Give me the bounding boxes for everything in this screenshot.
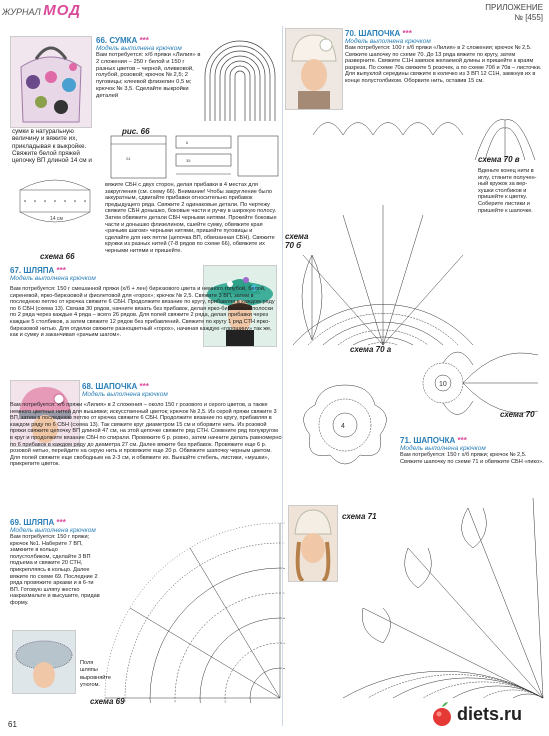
pattern-draft-66 (106, 132, 281, 182)
svg-text:35: 35 (186, 158, 191, 163)
section-67-body: Вам потребуется: 150 г смешанной пряжи (х/б + лен) бирюзового цвета и немного голубой, белой, сиреневой, ярко-бирюзовой и фиолетовой для «горох»; крючок № 2,5. Свяжите 3 ВП, затем в последнюю петлю от крючка свяжите 6 СБН. Продолжите вязание по кругу, прибавляя в каждом ряду по 6 СБН (схема 13). Связав 30 рядов, начните вязать без прибавок, делая ярко-бирюзовые полоски по 2 ряда через каждые 4 ряда – всего 26 рядов. Для полей свяжите 2 ряда, делая прибавки через каждые 5 столбиков, а затем свяжите 12 рядов без прибавлений. Свяжите по кругу 1 ряд СТН ярко-бирюзовой нитью. Для отделки свяжите разноцветный «горох», начиная каждую «горошину» так же, как и сумку и заканчивая «рачьим шагом». (10, 286, 275, 339)
schema-70-label: схема 70 (500, 410, 535, 419)
crochet-schema-66 (10, 160, 100, 245)
section-69-block (10, 518, 100, 607)
issue-info (485, 3, 543, 23)
section-69-body: Вам потребуется: 150 г пряжи; крючок №1. Наберите 7 ВП, замкните в кольцо полустолбиком, сделайте 3 ВП подъема и свяжите 20 СТН, прикрепляясь в кольцо. Далее вяжите по схеме 69. Последние 2 ряда провяжите арками и в 6-ти ВП. Готовую шляпу жестко накрахмальте и высушите, придав форму. (10, 534, 100, 606)
section-67-subtitle: Модель выполнена крючком (10, 275, 96, 282)
arch-schema-66 (200, 36, 280, 121)
magazine-logo (2, 2, 81, 19)
rose-schema-70a (285, 355, 405, 475)
section-68-body: Вам потребуется: х/б пряжи «Лилия» в 2 сложения – около 150 г розового и серого цветов, а также немного цветных нитей для вышивки; искусственный цветок; крючок № 2,5. Из серой пряжи свяжите 3 ВП, затем в последнюю петлю от крючка свяжите 6 СБН. Продолжите вязание по кругу, прибавляя в каждом ряду по 6 СБН (схема 13). Так свяжите круг диаметром 15 см и оборвите нить. Из розовой пряжи свяжите цепочку ВП длиной 47 см, на этой цепочке свяжите ряд СТН. Сомкните ряд полукругом в круг и продолжите вязание СБН по спирали. Провяжите 6 р. ровно, затем начните делать равномерно по 6 прибавок в каждом ряду до диаметра 27 см. Далее вяжите без прибавок. Провяжите еще 6 р. розовой нитью, перейдите на серую нить и провяжите еще 20 р. Обвяжите шапочку черным цветом. Для полей свяжите еще свободным на 2-3 см, и обвяжите их. Выешйте стебель, листики, «мушки», прикрепите цветок. (10, 402, 282, 468)
schema-71-label: схема 71 (342, 512, 377, 521)
section-66-block (96, 36, 201, 100)
svg-text:6: 6 (186, 140, 189, 145)
section-70-title: 70. ШАПОЧКА *** (345, 29, 412, 38)
magazine-prefix: ЖУРНАЛ (2, 7, 41, 17)
apple-logo-icon (430, 701, 454, 727)
schema-70-b-label: схема 70 б (285, 232, 309, 250)
section-70-side-text: Вденьте конец нити в иглу, стяните получен- ный кружок за вер- хушки столбиков и пришейте к цветку. Соберите листики и пришейте к шапочке. (478, 168, 537, 214)
schema-66-label: схема 66 (40, 252, 75, 261)
issue-number: № [455] (514, 13, 543, 22)
crochet-schema-71 (338, 478, 546, 703)
section-69-title: 69. ШЛЯПА *** (10, 518, 66, 527)
watermark-text: diets.ru (457, 703, 523, 724)
ring-label-4: 4 (341, 423, 345, 430)
section-71-title: 71. ШАПОЧКА *** (400, 436, 467, 445)
leaf-schema-70b (287, 250, 337, 345)
crochet-schema-69 (100, 518, 285, 703)
hat-69-photo (12, 630, 76, 694)
section-69-note: Поля шляпы выровняйте утюгом. (80, 660, 112, 688)
hat-71-photo (288, 505, 338, 582)
bag-photo (10, 36, 92, 128)
section-67-title: 67. ШЛЯПА *** (10, 266, 66, 275)
hat-70-photo (285, 28, 343, 110)
section-68-block (82, 382, 282, 398)
section-67-block (10, 266, 200, 282)
dimension-label: 14 см (50, 216, 63, 222)
magazine-name: МОД (43, 2, 82, 19)
section-70-subtitle: Модель выполнена крючком (345, 38, 431, 45)
schema-69-label: схема 69 (90, 697, 125, 706)
section-66-main-text: вяжите СБН с двух сторон, делая прибавки в 4 местах для закругления (см. схему 66). Внимание! Чтобы закругление было аккуратным, сдвигайте прибавки относительно прибавок предыдущего ряда. Свяжите 2 одинаковые детали. По чертежу свяжите СБН донышко, боковые части и ручку в широкую полосу. Затем обвяжите детали СБН черными нитями. Прокейте боковые части и донышко флизелином, сшейте сумку, обвяжите края «рачьим шагом» черными нитями, пришейте пуговицы и сделайте для них петли (цепочка ВП, обвязанная СБН). Свяжите кружки из разных нитей (7-8 рядов по схеме 66), обвяжите их черными нитями и пришейте. (105, 182, 277, 254)
ring-label-10: 10 (439, 381, 447, 388)
section-69-subtitle: Модель выполнена крючком (10, 527, 96, 534)
svg-text:24: 24 (126, 156, 131, 161)
section-71-subtitle: Модель выполнена крючком (400, 445, 486, 452)
supplement-label: ПРИЛОЖЕНИЕ (485, 3, 543, 12)
figure-66-label: рис. 66 (122, 127, 150, 136)
section-68-title: 68. ШАПОЧКА *** (82, 382, 149, 391)
section-70-body: Вам потребуется: 100 г х/б пряжи «Лилия» в 2 сложения; крючок № 2,5. Свяжите шапочку по схеме 70. До 13 ряда вяжите по кругу, затем разверните. Свяжите С1Н завязок желаемой длины и пришейте к краям разреза. По схеме 70а свяжите 5 розочек, а по схеме 70б и 70в – листочки. Для выпуклой середины свяжите в колечко из 3 ВП 12 С1Н, замкнув их в конце полустолбиком. Оборвите нить, оставив 15 см. (345, 45, 542, 84)
schema-70-a-label: схема 70 а (350, 345, 392, 354)
schema-70-v-label: схема 70 в (478, 155, 520, 164)
page-number: 61 (8, 720, 17, 729)
section-66-body: Вам потребуется: х/б пряжи «Лилия» в 2 сложения – 250 г белой и 150 г разных цветов – черной, оливковой, голубой, розовой; крючок № 2,5; 2 пуговицы; клеевой флизелин 0,5 м; крючок № 3,5. Сделайте выкройки деталей (96, 52, 201, 99)
section-66-title: 66. СУМКА *** (96, 36, 149, 45)
section-66-subtitle: Модель выполнена крючком (96, 45, 182, 52)
section-71-body: Вам потребуется: 150 г х/б пряжи; крючок № 2,5. Свяжите шапочку по схеме 71 и обвяжите СБН «пико». (400, 452, 544, 465)
section-70-block (345, 29, 543, 85)
watermark (430, 701, 522, 727)
section-66-left-text: сумки в натуральную величину и вяжите их, прикладывая к выкройке. Свяжите белой пряжей цепочку ВП длиной 14 см и (12, 128, 92, 165)
section-71-block (400, 436, 545, 465)
section-68-subtitle: Модель выполнена крючком (82, 391, 168, 398)
